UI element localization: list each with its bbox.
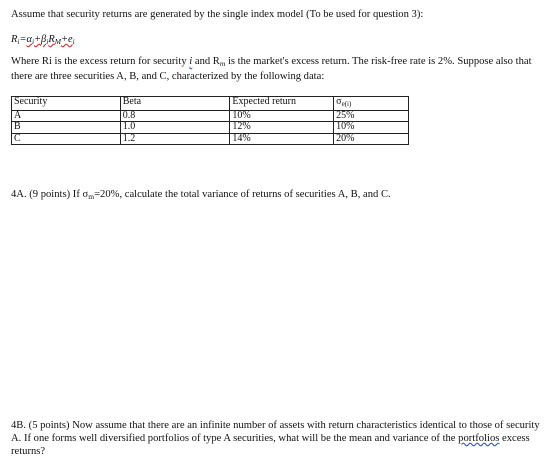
sigma-sub: e(i) — [341, 100, 352, 108]
cell-sigma-e: 10% — [334, 122, 409, 134]
cell-expected-return: 12% — [230, 122, 334, 134]
sigma-symbol: σ — [336, 96, 342, 107]
question-4a — [11, 189, 541, 204]
formula-alpha-sub: i — [31, 37, 35, 46]
cell-beta: 1.0 — [120, 122, 230, 134]
q4a-suffix: =20%, calculate the total variance of returns of securities A, B, and C. — [94, 189, 391, 200]
cell-sigma-e: 20% — [334, 133, 409, 145]
cell-security: A — [12, 110, 121, 122]
table-header-row — [12, 97, 409, 111]
q4b-text: 4B. (5 points) Now assume that there are an infinite number of assets with return characteristics identical to those of security A. If one forms well diversified portfolios of type A securities, what will be the mean and variance of the — [11, 420, 540, 444]
cell-security: C — [12, 133, 121, 145]
where-text-2: and R — [192, 56, 220, 67]
cell-beta: 0.8 — [120, 110, 230, 122]
formula-eps-sub: i — [72, 37, 75, 46]
header-security: Security — [12, 97, 121, 111]
header-beta: Beta — [120, 97, 230, 111]
cell-beta: 1.2 — [120, 133, 230, 145]
cell-expected-return: 14% — [230, 133, 334, 145]
formula-rm: R — [48, 34, 55, 45]
q4b-portfolios: portfolios — [458, 432, 500, 444]
formula-lhs-sub: i — [17, 37, 20, 46]
table-row — [12, 110, 409, 122]
q4a-prefix: 4A. (9 points) If σ — [11, 189, 89, 200]
cell-security: B — [12, 122, 121, 134]
formula-rm-sub: M — [54, 37, 61, 46]
q4b-end: excess returns? — [11, 432, 530, 457]
cell-expected-return: 10% — [230, 110, 334, 122]
formula-lhs: R — [11, 34, 18, 45]
where-paragraph — [11, 56, 543, 84]
table-row — [12, 133, 409, 145]
formula-plus-1: + — [34, 34, 42, 45]
question-4b — [11, 420, 543, 458]
where-text-3: is the market's excess return. The risk-free rate is 2%. Suppose also that there are three securities A, B, and C, characterized by the following data: — [11, 56, 532, 82]
securities-table — [11, 96, 409, 145]
where-m-sub: m — [219, 59, 226, 68]
header-expected-return: Expected return — [230, 97, 334, 111]
cell-sigma-e: 25% — [334, 110, 409, 122]
formula-plus-2: + — [60, 34, 68, 45]
formula-eq: = — [19, 34, 27, 45]
formula-beta-sub: i — [46, 37, 49, 46]
table-row — [12, 122, 409, 134]
single-index-formula — [11, 34, 75, 49]
q4a-sub: m — [88, 192, 95, 201]
formula-rhs — [26, 34, 74, 45]
where-text-1: Where Ri is the excess return for security — [11, 56, 190, 67]
intro-paragraph: Assume that security returns are generated by the single index model (To be used for question 3): — [11, 9, 424, 20]
formula-alpha: α — [26, 34, 32, 45]
formula-beta: β — [41, 34, 47, 45]
where-security-i: i — [189, 56, 193, 67]
header-sigma-e — [334, 97, 409, 111]
formula-eps: e — [67, 34, 73, 45]
